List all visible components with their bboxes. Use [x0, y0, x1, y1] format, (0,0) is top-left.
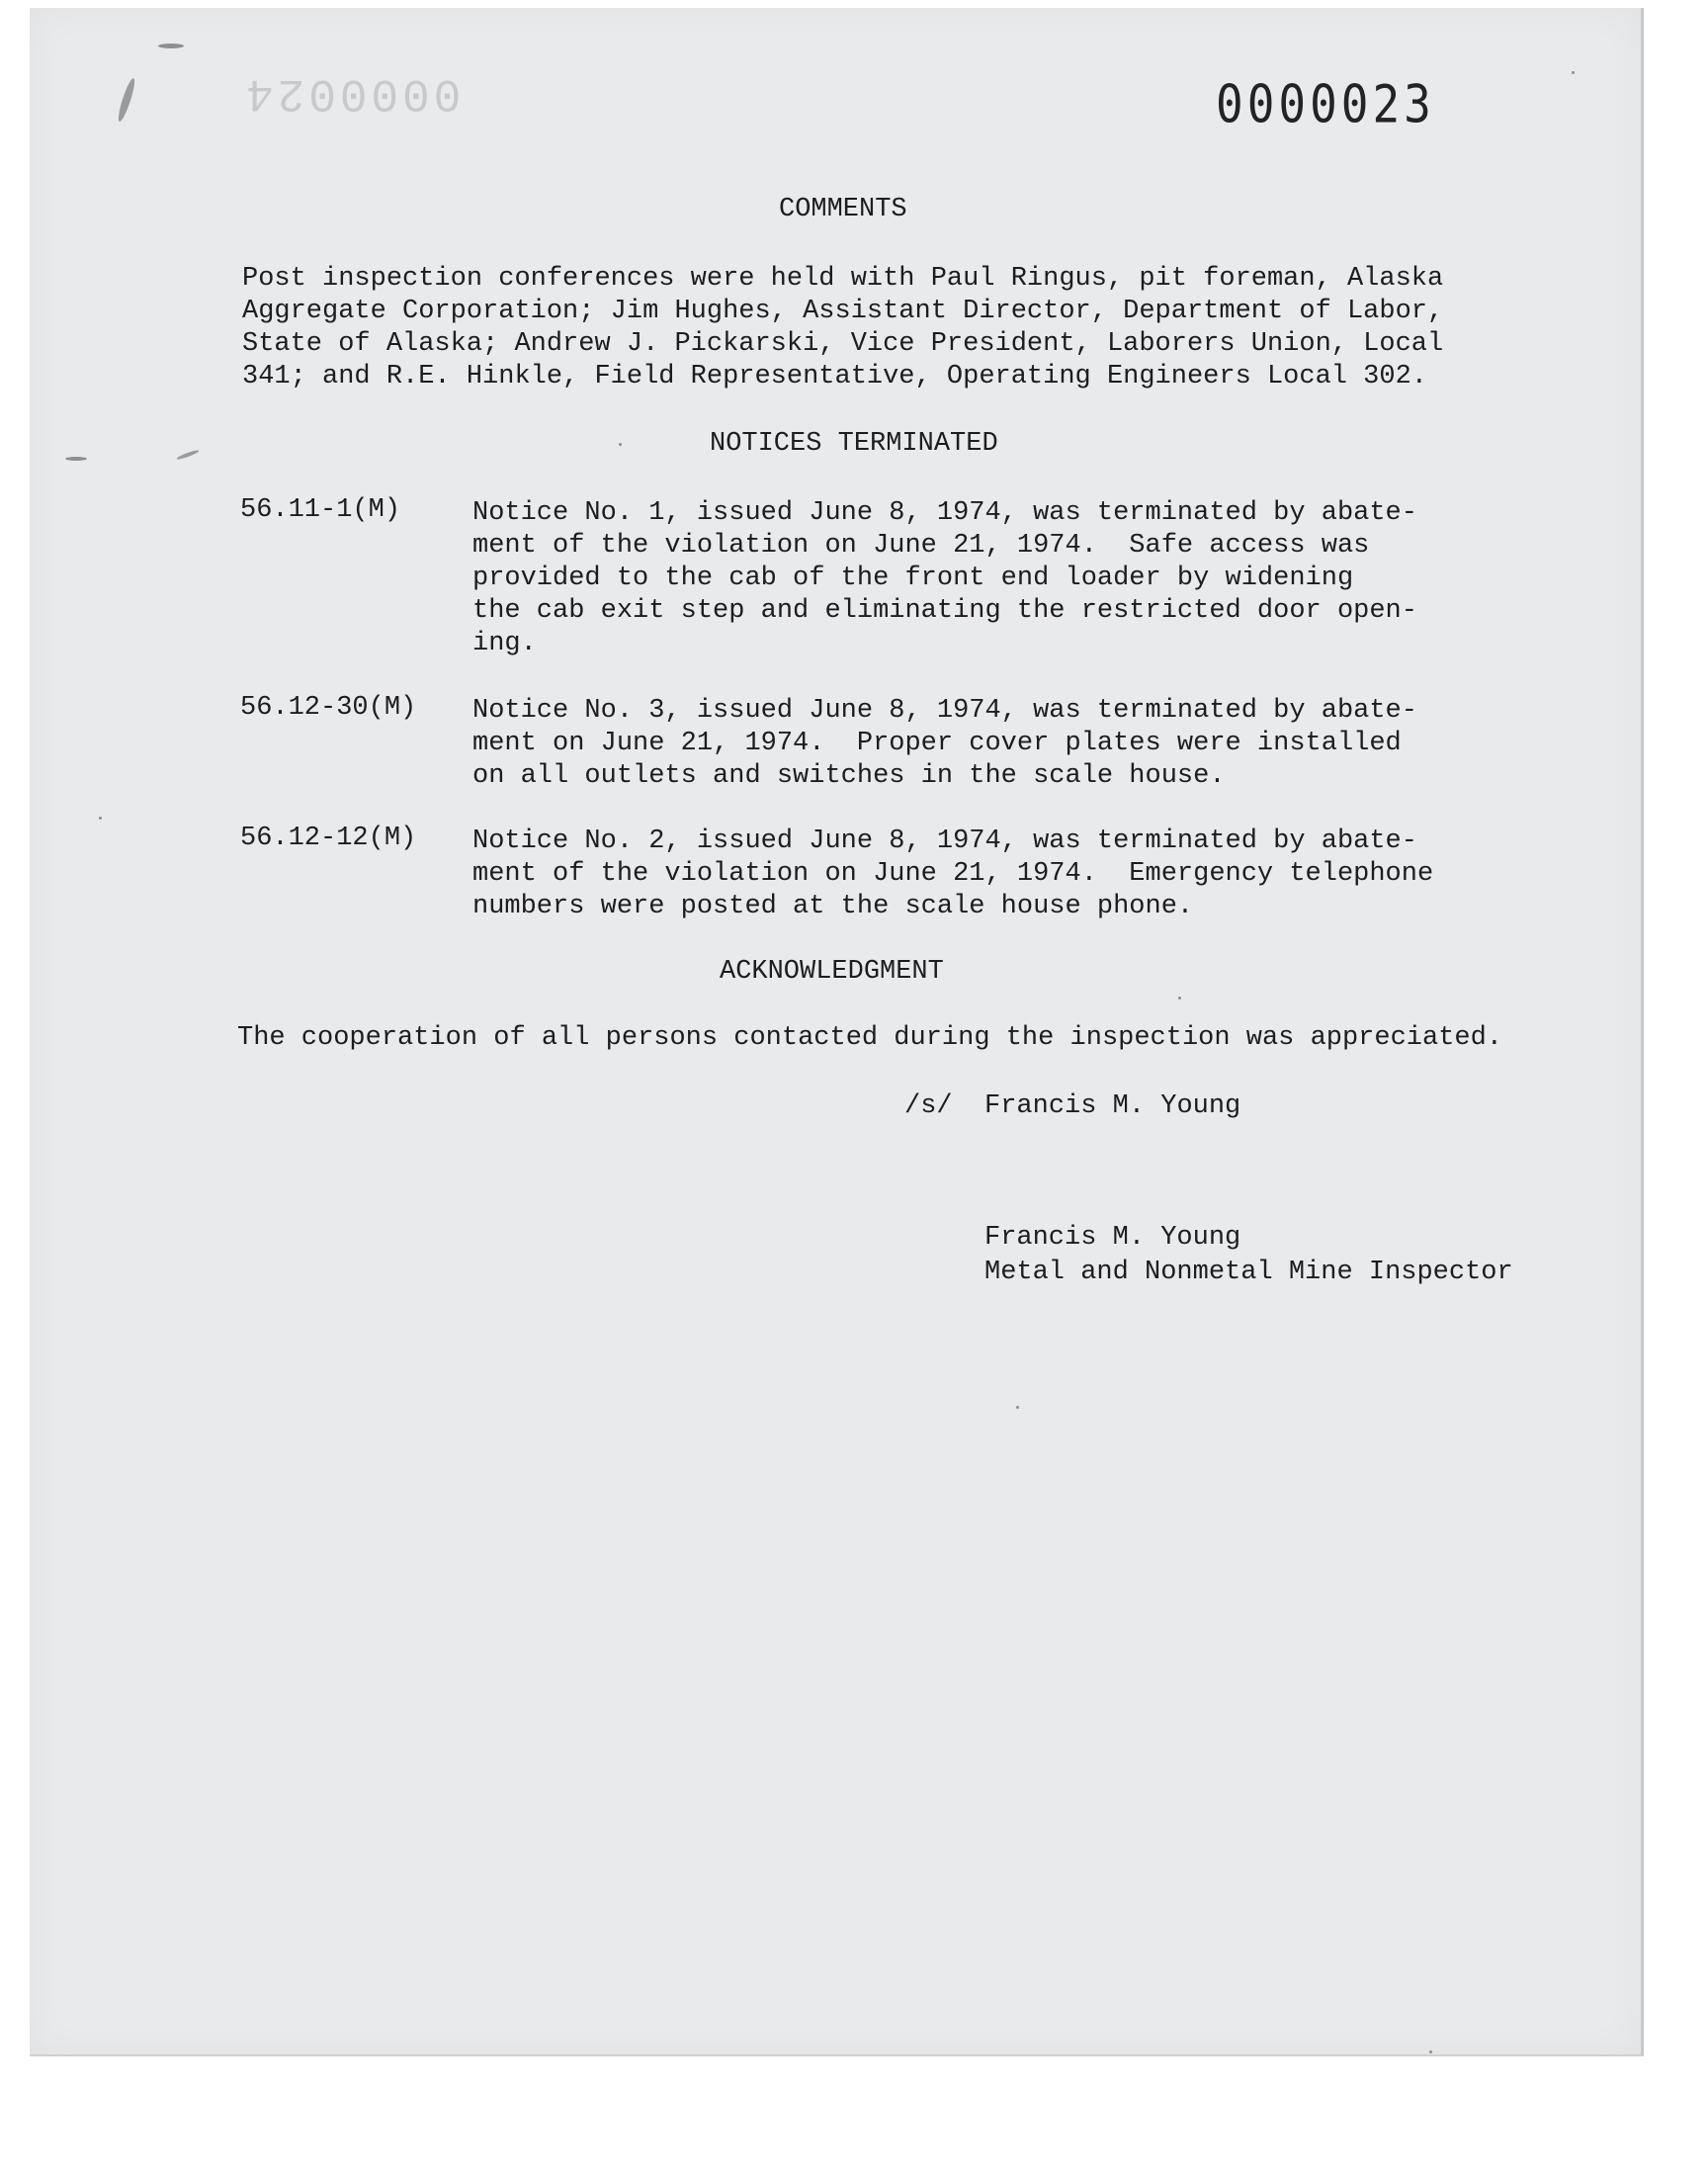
paper-speck	[1178, 997, 1181, 1000]
notice-line: ment of the violation on June 21, 1974. Emergency telephone	[472, 859, 1434, 889]
notice-line: the cab exit step and eliminating the restricted door open-	[472, 596, 1417, 626]
paper-speck	[1016, 1406, 1019, 1409]
notice-line: on all outlets and switches in the scale house.	[472, 761, 1226, 791]
paragraph-line: 341; and R.E. Hinkle, Field Representative, Operating Engineers Local 302.	[242, 362, 1427, 392]
notice-code: 56.12-12(M)	[240, 824, 417, 853]
stray-pen-mark	[158, 44, 184, 48]
notice-line: ment on June 21, 1974. Proper cover plates were installed	[472, 729, 1402, 758]
paper-speck	[1429, 2050, 1432, 2053]
notice-line: Notice No. 1, issued June 8, 1974, was terminated by abate-	[472, 498, 1417, 528]
comments-heading: COMMENTS	[779, 195, 907, 224]
paper-speck	[619, 443, 622, 446]
paragraph-line: State of Alaska; Andrew J. Pickarski, Vice President, Laborers Union, Local	[242, 329, 1444, 359]
notice-line: ing.	[472, 629, 537, 658]
paper-speck	[99, 817, 102, 820]
notice-code: 56.11-1(M)	[240, 495, 401, 525]
paragraph-line: Post inspection conferences were held with Paul Ringus, pit foreman, Alaska	[242, 264, 1444, 294]
notice-line: numbers were posted at the scale house phone.	[472, 892, 1194, 921]
notice-code: 56.12-30(M)	[240, 693, 417, 723]
paper-speck	[1572, 71, 1575, 74]
paragraph-line: Aggregate Corporation; Jim Hughes, Assistant Director, Department of Labor,	[242, 297, 1444, 326]
signer-name: Francis M. Young	[984, 1223, 1241, 1253]
notice-line: ment of the violation on June 21, 1974. Safe access was	[472, 531, 1370, 561]
signer-title: Metal and Nonmetal Mine Inspector	[984, 1258, 1513, 1287]
faint-mirrored-stamp: 0000024	[242, 67, 462, 119]
acknowledgment-heading: ACKNOWLEDGMENT	[720, 957, 944, 987]
signed-line: /s/ Francis M. Young	[904, 1091, 1241, 1121]
page-number: 0000023	[1216, 72, 1435, 135]
acknowledgment-text: The cooperation of all persons contacted during the inspection was appreciated.	[237, 1023, 1503, 1053]
notice-line: Notice No. 3, issued June 8, 1974, was terminated by abate-	[472, 696, 1417, 726]
notice-line: provided to the cab of the front end loader by widening	[472, 564, 1354, 593]
notice-line: Notice No. 2, issued June 8, 1974, was terminated by abate-	[472, 826, 1417, 856]
stray-pen-mark	[65, 457, 87, 461]
notices-heading: NOTICES TERMINATED	[710, 429, 998, 459]
